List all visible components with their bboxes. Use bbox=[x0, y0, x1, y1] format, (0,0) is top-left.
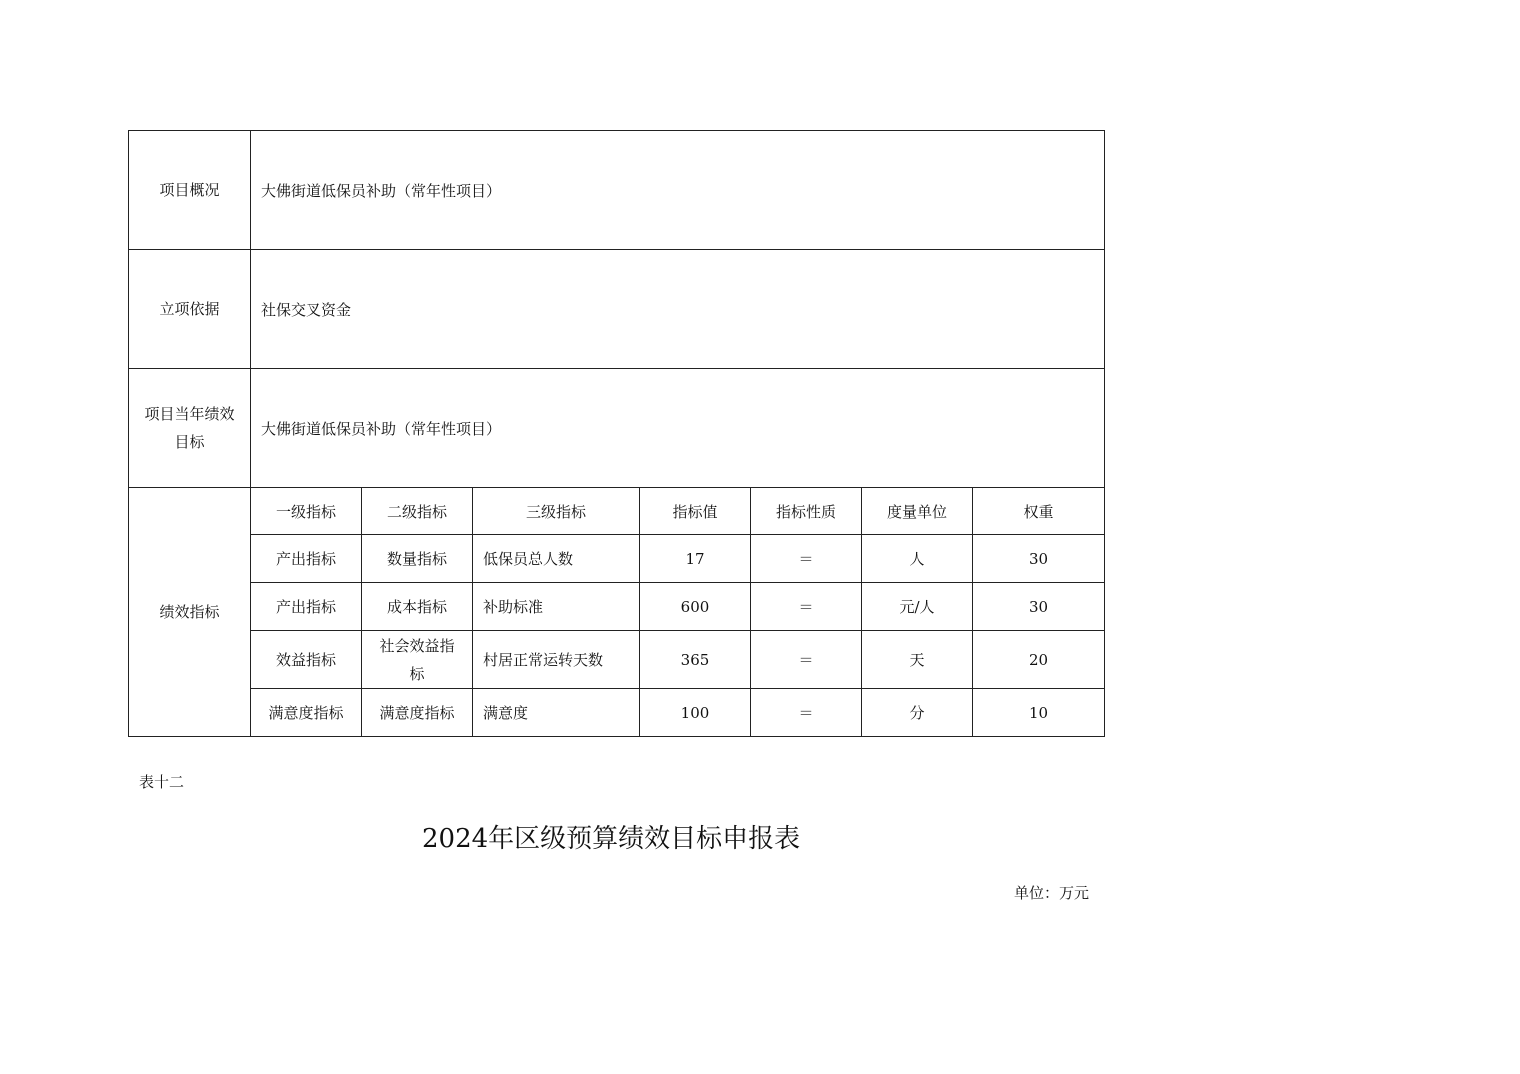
header-value: 指标值 bbox=[640, 488, 751, 535]
cell-weight: 30 bbox=[973, 583, 1105, 631]
overview-label: 项目概况 bbox=[129, 131, 251, 250]
cell-level2-line1: 社会效益指 bbox=[379, 636, 455, 655]
cell-level2: 满意度指标 bbox=[362, 689, 473, 737]
cell-level1: 产出指标 bbox=[251, 583, 362, 631]
cell-level3: 补助标准 bbox=[473, 583, 640, 631]
cell-level3: 村居正常运转天数 bbox=[473, 631, 640, 689]
cell-level2 bbox=[362, 631, 473, 689]
cell-value: 100 bbox=[640, 689, 751, 737]
basis-row bbox=[129, 250, 1105, 369]
header-weight: 权重 bbox=[973, 488, 1105, 535]
cell-level3: 低保员总人数 bbox=[473, 535, 640, 583]
header-level2: 二级指标 bbox=[362, 488, 473, 535]
goal-label-line1: 项目当年绩效 bbox=[144, 405, 235, 423]
cell-unit: 人 bbox=[862, 535, 973, 583]
unit-note: 单位：万元 bbox=[1014, 884, 1090, 902]
table-number: 表十二 bbox=[139, 773, 185, 791]
header-nature: 指标性质 bbox=[751, 488, 862, 535]
cell-weight: 20 bbox=[973, 631, 1105, 689]
goal-row bbox=[129, 369, 1105, 488]
performance-table bbox=[128, 130, 1105, 737]
basis-value: 社保交叉资金 bbox=[251, 250, 1105, 369]
table-row bbox=[129, 583, 1105, 631]
cell-nature: ＝ bbox=[751, 583, 862, 631]
cell-nature: ＝ bbox=[751, 631, 862, 689]
header-level1: 一级指标 bbox=[251, 488, 362, 535]
overview-value: 大佛街道低保员补助（常年性项目） bbox=[251, 131, 1105, 250]
goal-label-line2: 目标 bbox=[174, 433, 205, 451]
table-row bbox=[129, 689, 1105, 737]
cell-level3: 满意度 bbox=[473, 689, 640, 737]
cell-unit: 分 bbox=[862, 689, 973, 737]
cell-value: 17 bbox=[640, 535, 751, 583]
basis-label: 立项依据 bbox=[129, 250, 251, 369]
goal-value: 大佛街道低保员补助（常年性项目） bbox=[251, 369, 1105, 488]
header-unit: 度量单位 bbox=[862, 488, 973, 535]
page-title: 2024年区级预算绩效目标申报表 bbox=[422, 824, 801, 854]
cell-value: 365 bbox=[640, 631, 751, 689]
cell-nature: ＝ bbox=[751, 689, 862, 737]
cell-weight: 10 bbox=[973, 689, 1105, 737]
table-row bbox=[129, 631, 1105, 689]
indicator-header-row bbox=[129, 488, 1105, 535]
cell-unit: 元/人 bbox=[862, 583, 973, 631]
table-row bbox=[129, 535, 1105, 583]
overview-row bbox=[129, 131, 1105, 250]
cell-level1: 满意度指标 bbox=[251, 689, 362, 737]
cell-level1: 效益指标 bbox=[251, 631, 362, 689]
cell-value: 600 bbox=[640, 583, 751, 631]
goal-label bbox=[129, 369, 251, 488]
indicators-label: 绩效指标 bbox=[129, 488, 251, 737]
cell-level2: 数量指标 bbox=[362, 535, 473, 583]
cell-nature: ＝ bbox=[751, 535, 862, 583]
cell-weight: 30 bbox=[973, 535, 1105, 583]
header-level3: 三级指标 bbox=[473, 488, 640, 535]
cell-unit: 天 bbox=[862, 631, 973, 689]
cell-level2: 成本指标 bbox=[362, 583, 473, 631]
cell-level2-line2: 标 bbox=[409, 664, 425, 683]
cell-level1: 产出指标 bbox=[251, 535, 362, 583]
